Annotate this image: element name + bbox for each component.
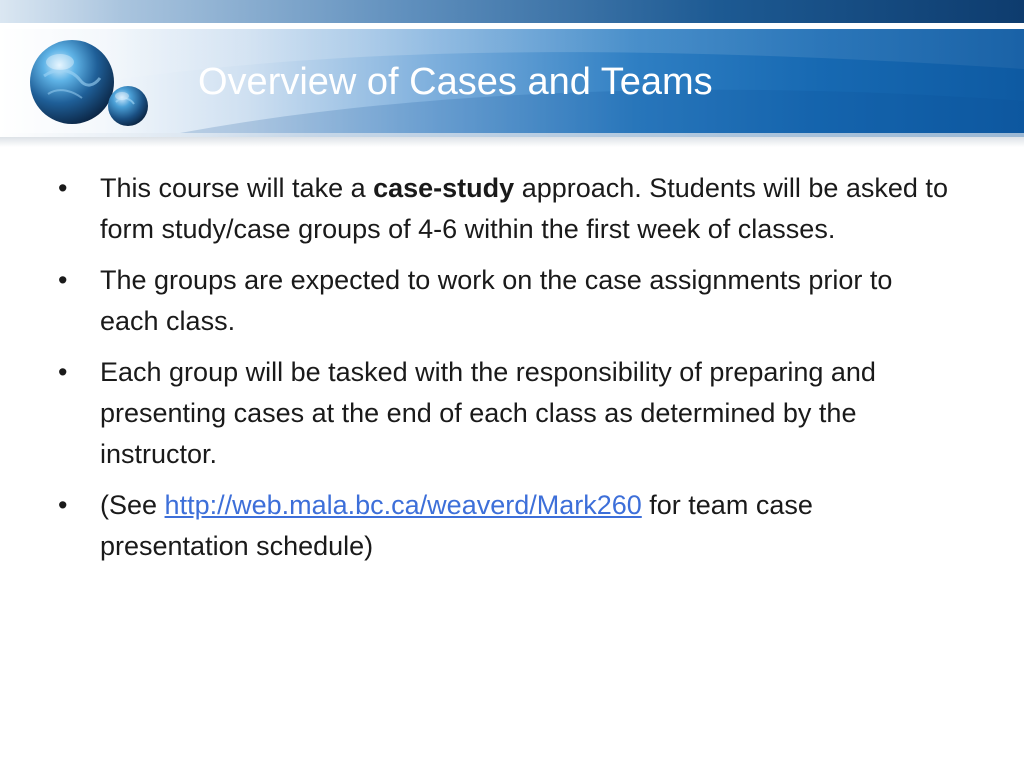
bullet-text: for team case presentation schedule) [100, 490, 813, 561]
schedule-link[interactable]: http://web.mala.bc.ca/weaverd/Mark260 [164, 490, 642, 520]
globe-logo-icon [24, 36, 164, 132]
bullet-glyph: • [58, 173, 68, 203]
bullet-item-responsibility [58, 352, 958, 475]
bullet-item-schedule [58, 485, 958, 567]
bullet-text: approach. Students will be asked to form study/case groups of 4-6 within the first week of classes. [100, 173, 948, 244]
bullet-item-case-study [58, 168, 958, 250]
bullet-text: This course will take a [100, 173, 374, 203]
bullet-list [58, 168, 958, 577]
bullet-item-groups [58, 260, 958, 342]
bullet-text: (See [100, 490, 165, 520]
slide-title: Overview of Cases and Teams [198, 61, 713, 103]
banner-shadow [0, 137, 1024, 147]
bullet-bold-text: case-study [373, 173, 515, 203]
bullet-text: Each group will be tasked with the responsibility of preparing and presenting cases at the end of each class as determined by the instructor. [100, 357, 876, 469]
bullet-glyph: • [58, 490, 68, 520]
bullet-glyph: • [58, 265, 68, 295]
bullet-glyph: • [58, 357, 68, 387]
top-stripe [0, 0, 1024, 26]
bullet-text: The groups are expected to work on the case assignments prior to each class. [100, 265, 893, 336]
